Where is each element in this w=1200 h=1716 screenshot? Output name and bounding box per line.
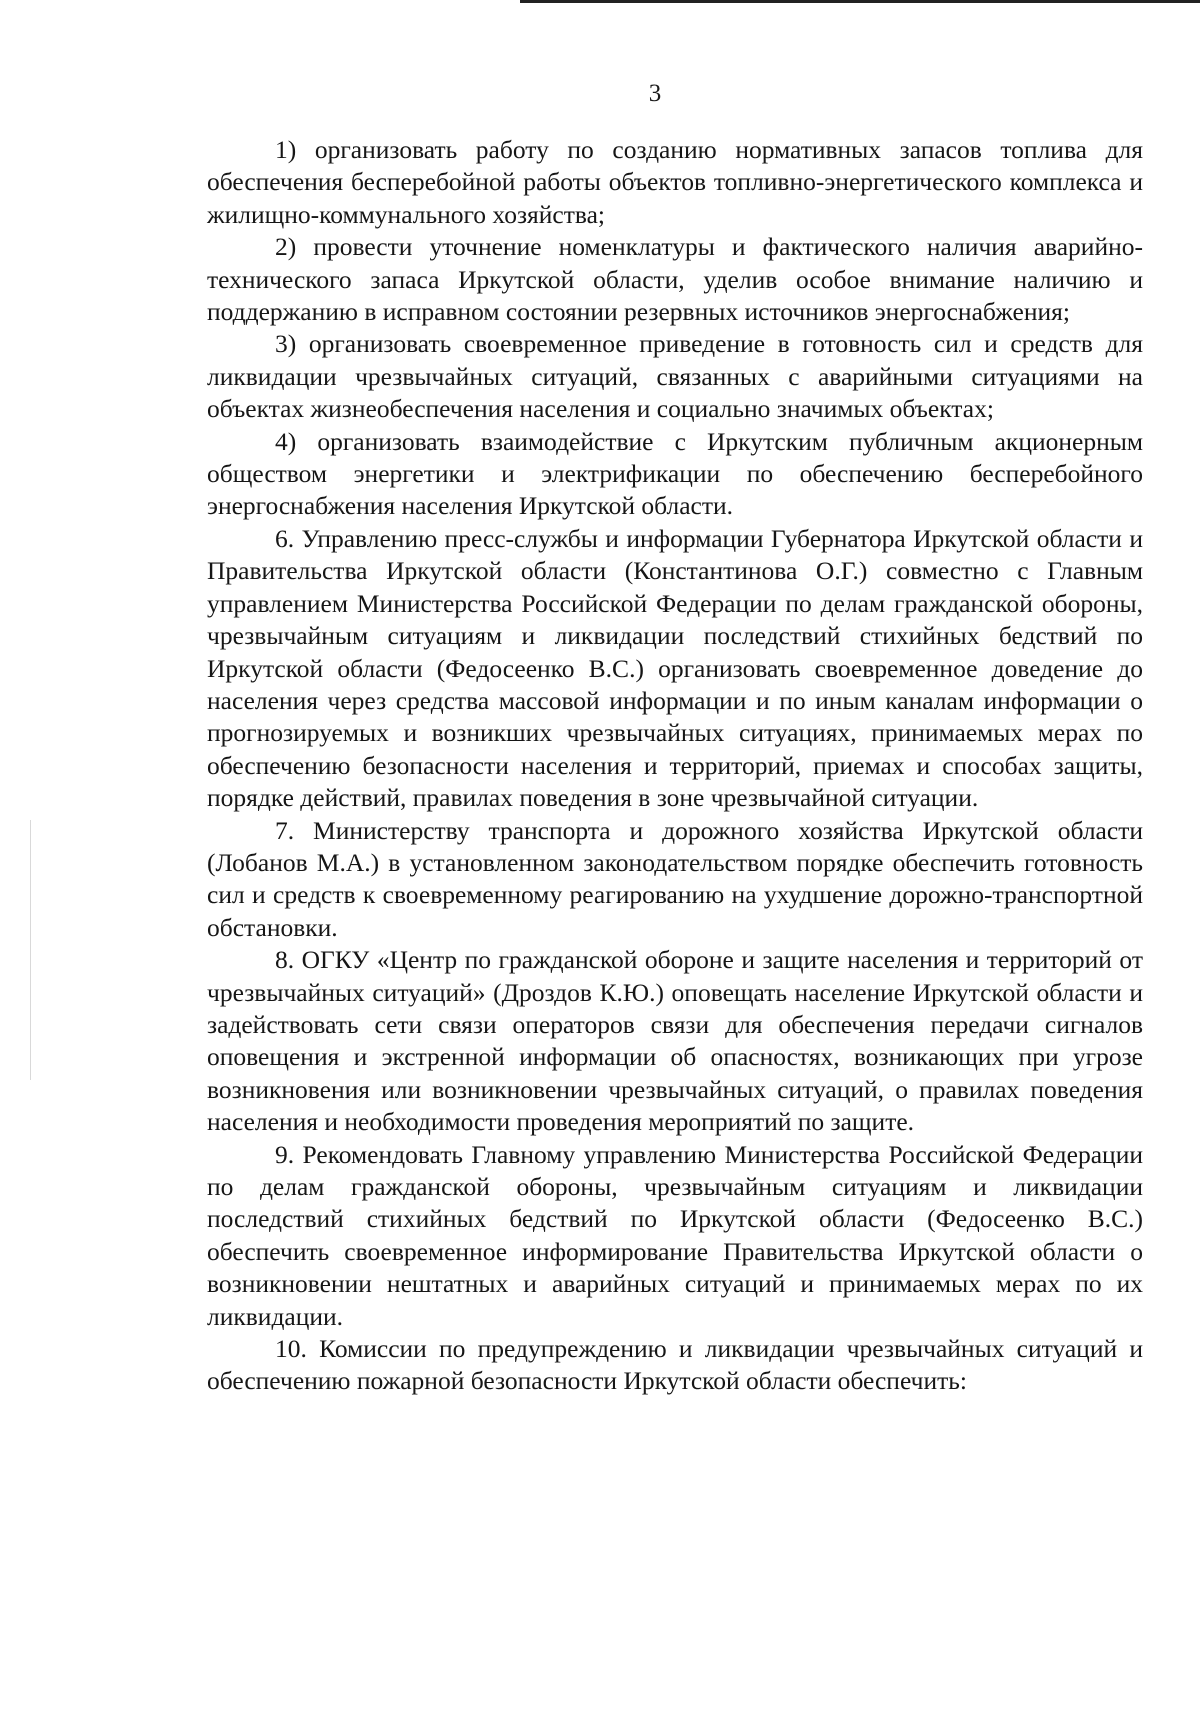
paragraph-section-10: 10. Комиссии по предупреждению и ликвидации чрезвычайных ситуаций и обеспечению пожарной безопасности Иркутской области обеспечить: [207,1334,1143,1396]
page-number: 3 [648,80,662,107]
paragraph-section-8: 8. ОГКУ «Центр по гражданской обороне и защите населения и территорий от чрезвычайных ситуаций» (Дроздов К.Ю.) оповещать население Иркутской области и задействовать сети связи операторов связи для обеспечения передачи сигналов оповещения и экстренной информации об опасностях, возникающих при угрозе возникновения или возникновении чрезвычайных ситуаций, о правилах поведения населения и необходимости проведения мероприятий по защите. [207,945,1143,1137]
paragraph-section-7: 7. Министерству транспорта и дорожного хозяйства Иркутской области (Лобанов М.А.) в установленном законодательством порядке обеспечить готовность сил и средств к своевременному реагированию на ухудшение дорожно-транспортной обстановки. [207,815,1143,942]
paragraph-item-2: 2) провести уточнение номенклатуры и фактического наличия аварийно-технического запаса Иркутской области, уделив особое внимание наличию и поддержанию в исправном состоянии резервных источников энергоснабжения; [207,232,1143,327]
paragraph-item-3: 3) организовать своевременное приведение в готовность сил и средств для ликвидации чрезвычайных ситуаций, связанных с аварийными ситуациями на объектах жизнеобеспечения населения и социально значимых объектах; [207,329,1143,424]
scan-margin-artifact [30,820,31,1080]
scan-edge-line [520,0,1200,3]
paragraph-item-4: 4) организовать взаимодействие с Иркутским публичным акционерным обществом энергетики и электрификации по обеспечению бесперебойного энергоснабжения населения Иркутской области. [207,426,1143,521]
paragraph-section-9: 9. Рекомендовать Главному управлению Министерства Российской Федерации по делам гражданской обороны, чрезвычайным ситуациям и ликвидации последствий стихийных бедствий по Иркутской области (Федосеенко В.С.) обеспечить своевременное информирование Правительства Иркутской области о возникновении нештатных и аварийных ситуаций и принимаемых мерах по их ликвидации. [207,1139,1143,1331]
paragraph-item-1: 1) организовать работу по созданию нормативных запасов топлива для обеспечения бесперебойной работы объектов топливно-энергетического комплекса и жилищно-коммунального хозяйства; [207,135,1143,229]
paragraph-section-6: 6. Управлению пресс-службы и информации Губернатора Иркутской области и Правительства Иркутской области (Константинова О.Г.) совместно с Главным управлением Министерства Российской Федерации по делам гражданской обороны, чрезвычайным ситуациям и ликвидации последствий стихийных бедствий по Иркутской области (Федосеенко В.С.) организовать своевременное доведение до населения через средства массовой информации и по иным каналам информации о прогнозируемых и возникших чрезвычайных ситуациях, принимаемых мерах по обеспечению безопасности населения и территорий, приемах и способах защиты, порядке действий, правилах поведения в зоне чрезвычайной ситуации. [207,523,1143,813]
document-body [207,134,1143,1398]
